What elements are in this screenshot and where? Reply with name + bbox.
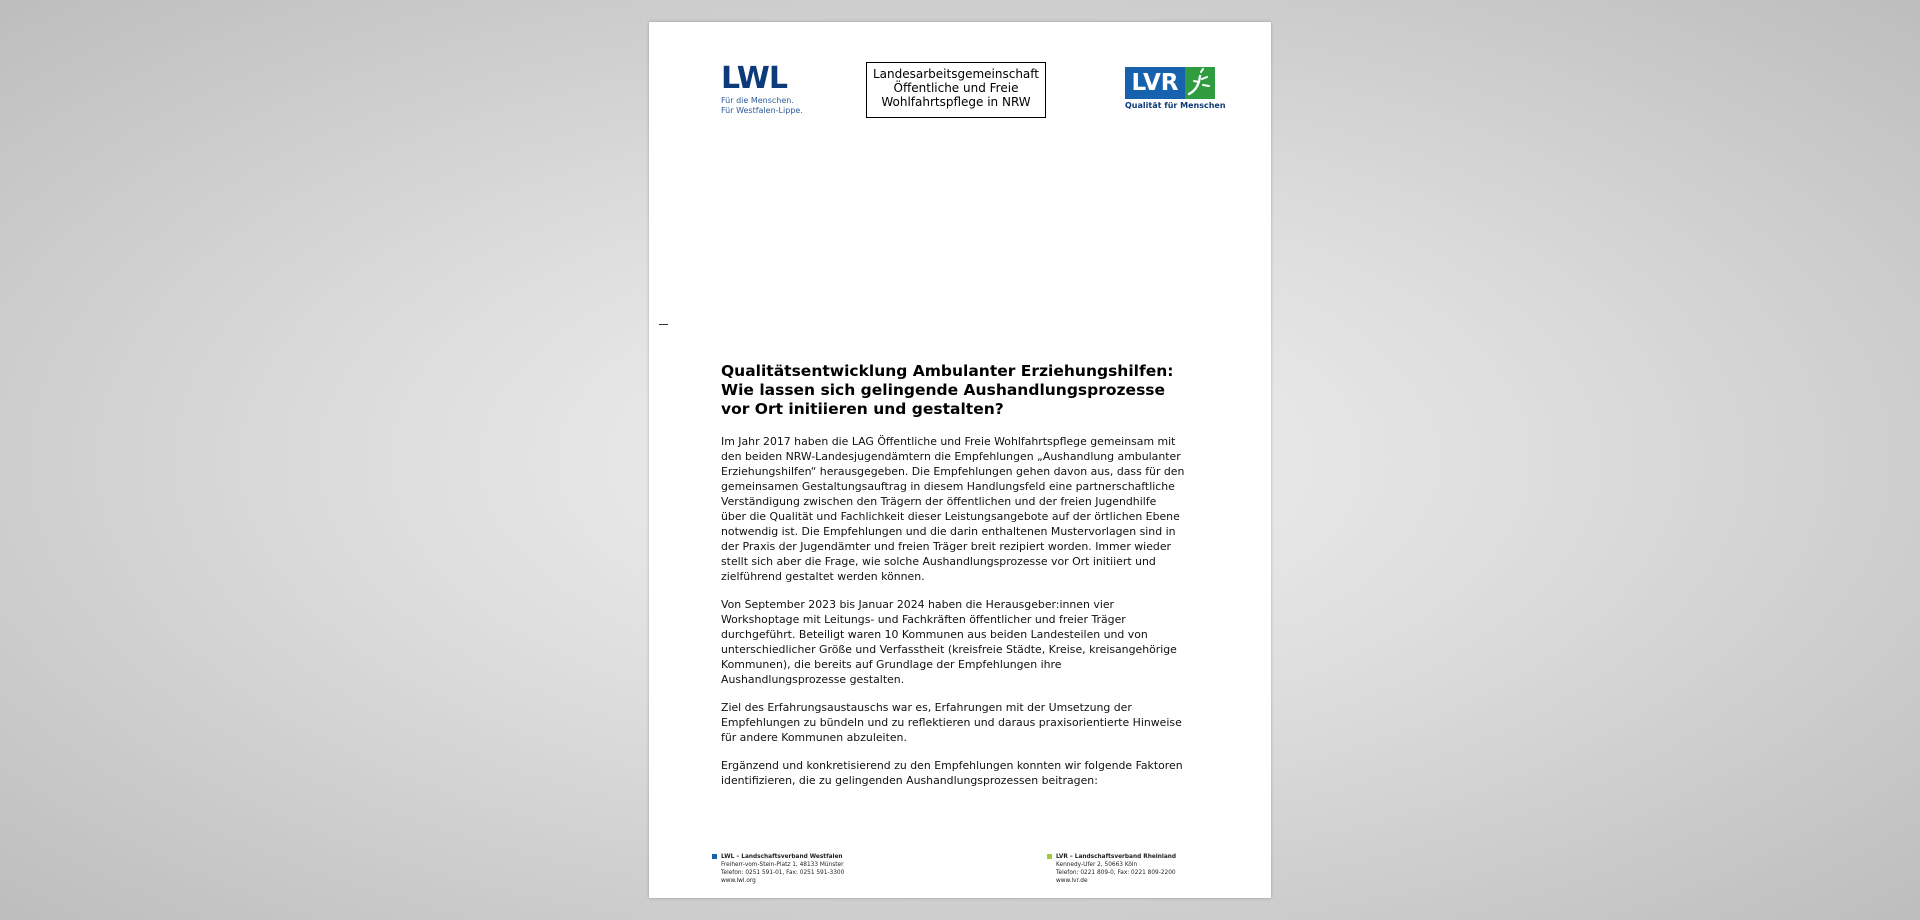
footer-lvr-web[interactable]: www.lvr.de — [1056, 878, 1088, 884]
text-line: notwendig ist. Die Empfehlungen und die darin enthaltenen Mustervorlagen sind in — [721, 525, 1176, 538]
text-line: identifizieren, die zu gelingenden Aushandlungsprozessen beitragen: — [721, 774, 1098, 787]
paragraph-2 — [721, 597, 1201, 687]
lwl-logo — [721, 61, 821, 116]
footer-lvr-phone: Telefon: 0221 809-0, Fax: 0221 809-2200 — [1056, 870, 1176, 876]
lag-header-box — [866, 62, 1046, 118]
footer-lwl-web[interactable]: www.lwl.org — [721, 878, 756, 884]
text-line: Aushandlungsprozesse gestalten. — [721, 673, 905, 686]
text-line: gemeinsamen Gestaltungsauftrag in diesem Handlungsfeld eine partnerschaftliche — [721, 480, 1175, 493]
text-line: Ziel des Erfahrungsaustauschs war es, Erfahrungen mit der Umsetzung der — [721, 701, 1132, 714]
lwl-logo-tagline-2: Für Westfalen-Lippe. — [721, 106, 803, 115]
text-line: Erziehungshilfen“ herausgegeben. Die Empfehlungen gehen davon aus, dass für den — [721, 465, 1185, 478]
lvr-logo-tagline: Qualität für Menschen — [1125, 101, 1226, 110]
footer-lwl — [721, 853, 844, 885]
lvr-square-icon — [1047, 854, 1052, 859]
margin-dash-marker — [659, 324, 668, 325]
lwl-logo-mark: LWL — [721, 61, 787, 96]
text-line: Empfehlungen zu bündeln und zu reflektieren und daraus praxisorientierte Hinweise — [721, 716, 1182, 729]
lag-line-2: Öffentliche und Freie — [893, 81, 1019, 95]
footer-lwl-address: Freiherr-vom-Stein-Platz 1, 48133 Münster — [721, 862, 844, 868]
title-line-3: vor Ort initiieren und gestalten? — [721, 400, 1004, 418]
text-line: zielführend gestaltet werden können. — [721, 570, 925, 583]
text-line: den beiden NRW-Landesjugendämtern die Empfehlungen „Aushandlung ambulanter — [721, 450, 1181, 463]
text-line: der Praxis der Jugendämter und freien Träger breit rezipiert worden. Immer wieder — [721, 540, 1171, 553]
lvr-logo — [1125, 67, 1226, 110]
footer-lwl-phone: Telefon: 0251 591-01, Fax: 0251 591-3300 — [721, 870, 845, 876]
text-line: unterschiedlicher Größe und Verfasstheit (kreisfreie Städte, Kreise, kreisangehörige — [721, 643, 1177, 656]
paragraph-3 — [721, 700, 1201, 745]
footer-lvr — [1056, 853, 1176, 885]
title-line-2: Wie lassen sich gelingende Aushandlungsprozesse — [721, 381, 1166, 399]
lag-line-1: Landesarbeitsgemeinschaft — [872, 67, 1039, 81]
text-line: stellt sich aber die Frage, wie solche Aushandlungsprozesse vor Ort initiiert und — [721, 555, 1156, 568]
footer-lwl-name: LWL – Landschaftsverband Westfalen — [721, 854, 843, 860]
text-line: Im Jahr 2017 haben die LAG Öffentliche und Freie Wohlfahrtspflege gemeinsam mit — [721, 435, 1176, 448]
text-line: Kommunen), die bereits auf Grundlage der Empfehlungen ihre — [721, 658, 1062, 671]
footer-lvr-address: Kennedy-Ufer 2, 50663 Köln — [1056, 862, 1138, 868]
text-line: Workshoptage mit Leitungs- und Fachkräften öffentlicher und freier Träger — [721, 613, 1126, 626]
text-line: Verständigung zwischen den Trägern der öffentlichen und der freien Jugendhilfe — [721, 495, 1157, 508]
document-title — [721, 362, 1201, 419]
lwl-square-icon — [712, 854, 717, 859]
footer-lvr-name: LVR – Landschaftsverband Rheinland — [1056, 854, 1177, 860]
document-page — [649, 22, 1271, 898]
lag-line-3: Wohlfahrtspflege in NRW — [881, 95, 1031, 109]
text-line: für andere Kommunen abzuleiten. — [721, 731, 907, 744]
lwl-logo-tagline-1: Für die Menschen. — [721, 96, 794, 105]
text-line: durchgeführt. Beteiligt waren 10 Kommunen aus beiden Landesteilen und von — [721, 628, 1148, 641]
document-body — [721, 434, 1201, 801]
paragraph-1 — [721, 434, 1201, 584]
text-line: Von September 2023 bis Januar 2024 haben die Herausgeber:innen vier — [721, 598, 1115, 611]
text-line: über die Qualität und Fachlichkeit dieser Leistungsangebote auf der örtlichen Ebene — [721, 510, 1180, 523]
paragraph-4 — [721, 758, 1201, 788]
lvr-logo-mark: LVR — [1125, 67, 1185, 99]
text-line: Ergänzend und konkretisierend zu den Empfehlungen konnten wir folgende Faktoren — [721, 759, 1183, 772]
lvr-figure-icon — [1185, 67, 1215, 99]
title-line-1: Qualitätsentwicklung Ambulanter Erziehungshilfen: — [721, 362, 1174, 380]
